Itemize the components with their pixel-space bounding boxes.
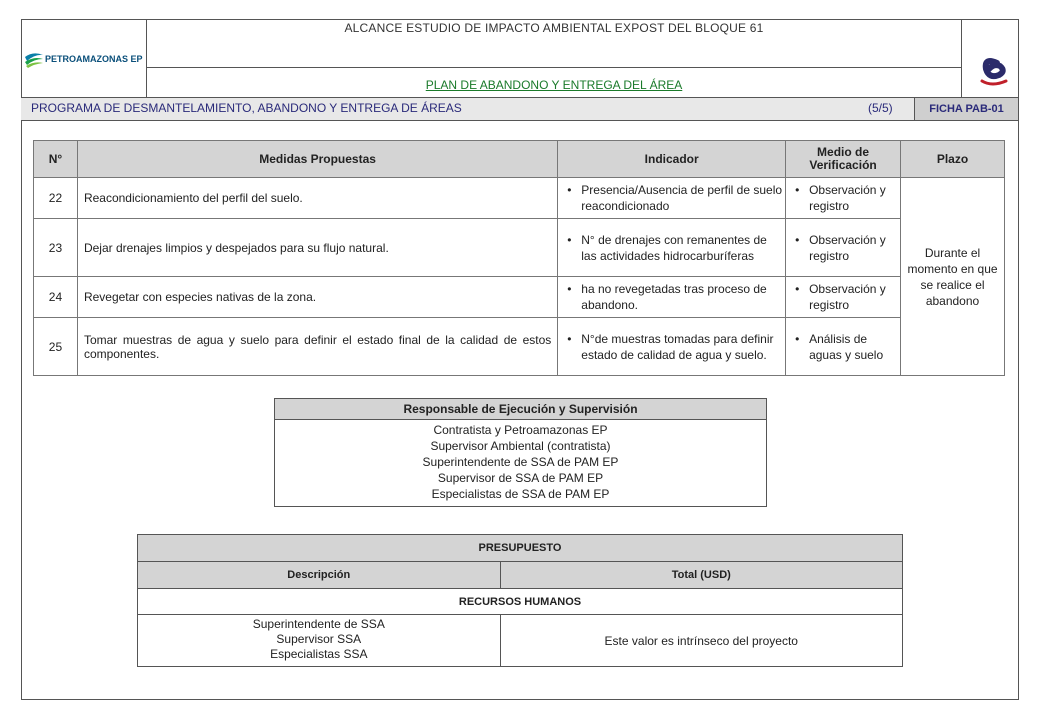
table-row [34, 318, 1005, 376]
responsible-list [275, 420, 767, 507]
row-indicador: • N° de drenajes con remanentes de las actividades hidrocarburíferas [558, 219, 786, 277]
row-medio: • Análisis de aguas y suelo [786, 318, 901, 376]
responsible-line: Superintendente de SSA de PAM EP [422, 455, 619, 469]
budget-role: Superintendente de SSA [252, 617, 385, 631]
budget-table [137, 534, 903, 667]
row-medida: Revegetar con especies nativas de la zona. [77, 277, 557, 318]
document-title: ALCANCE ESTUDIO DE IMPACTO AMBIENTAL EXPOST DEL BLOQUE 61 [147, 19, 962, 68]
program-title: PROGRAMA DE DESMANTELAMIENTO, ABANDONO Y ENTREGA DE ÁREAS [31, 101, 462, 115]
table-row [34, 178, 1005, 219]
company-name: PETROAMAZONAS EP [45, 54, 143, 64]
ficha-label: FICHA PAB-01 [914, 97, 1019, 121]
row-indicador: • ha no revegetadas tras proceso de abandono. [558, 277, 786, 318]
header-indicador: Indicador [558, 141, 786, 178]
petroamazonas-logo-icon [21, 19, 147, 97]
table-header-row [34, 141, 1005, 178]
budget-section: RECURSOS HUMANOS [138, 589, 903, 615]
budget-role: Especialistas SSA [270, 647, 368, 661]
responsible-table [274, 398, 767, 507]
responsible-line: Supervisor de SSA de PAM EP [437, 471, 604, 485]
responsible-line: Especialistas de SSA de PAM EP [431, 487, 610, 501]
measures-table [33, 140, 1005, 376]
budget-roles [138, 615, 501, 667]
budget-col-desc: Descripción [138, 562, 501, 589]
responsible-line: Contratista y Petroamazonas EP [433, 423, 608, 437]
company-logo [21, 19, 147, 97]
row-indicador: • Presencia/Ausencia de perfil de suelo reacondicionado [558, 178, 786, 219]
document-subtitle: PLAN DE ABANDONO Y ENTREGA DEL ÁREA [147, 68, 962, 97]
row-num: 25 [34, 318, 78, 376]
row-medio: • Observación y registro [786, 277, 901, 318]
row-medida: Reacondicionamiento del perfil del suelo. [77, 178, 557, 219]
budget-value: Este valor es intrínseco del proyecto [500, 615, 902, 667]
brand-icon [962, 19, 1019, 97]
budget-title: PRESUPUESTO [138, 535, 903, 562]
header-num: N° [34, 141, 78, 178]
row-num: 24 [34, 277, 78, 318]
row-medida: Tomar muestras de agua y suelo para definir el estado final de la calidad de estos componentes. [77, 318, 557, 376]
row-medida: Dejar drenajes limpios y despejados para su flujo natural. [77, 219, 557, 277]
plazo-cell: Durante el momento en que se realice el abandono [901, 178, 1005, 376]
header-medio: Medio de Verificación [786, 141, 901, 178]
row-medio: • Observación y registro [786, 178, 901, 219]
row-indicador: • N°de muestras tomadas para definir estado de calidad de agua y suelo. [558, 318, 786, 376]
header-medidas: Medidas Propuestas [77, 141, 557, 178]
row-num: 22 [34, 178, 78, 219]
responsible-line: Supervisor Ambiental (contratista) [430, 439, 611, 453]
header-plazo: Plazo [901, 141, 1005, 178]
responsible-title: Responsable de Ejecución y Supervisión [275, 399, 767, 420]
budget-col-total: Total (USD) [500, 562, 902, 589]
row-num: 23 [34, 219, 78, 277]
table-row [34, 277, 1005, 318]
budget-role: Supervisor SSA [276, 632, 362, 646]
table-row [34, 219, 1005, 277]
page-indicator: (5/5) [868, 101, 893, 115]
row-medio: • Observación y registro [786, 219, 901, 277]
